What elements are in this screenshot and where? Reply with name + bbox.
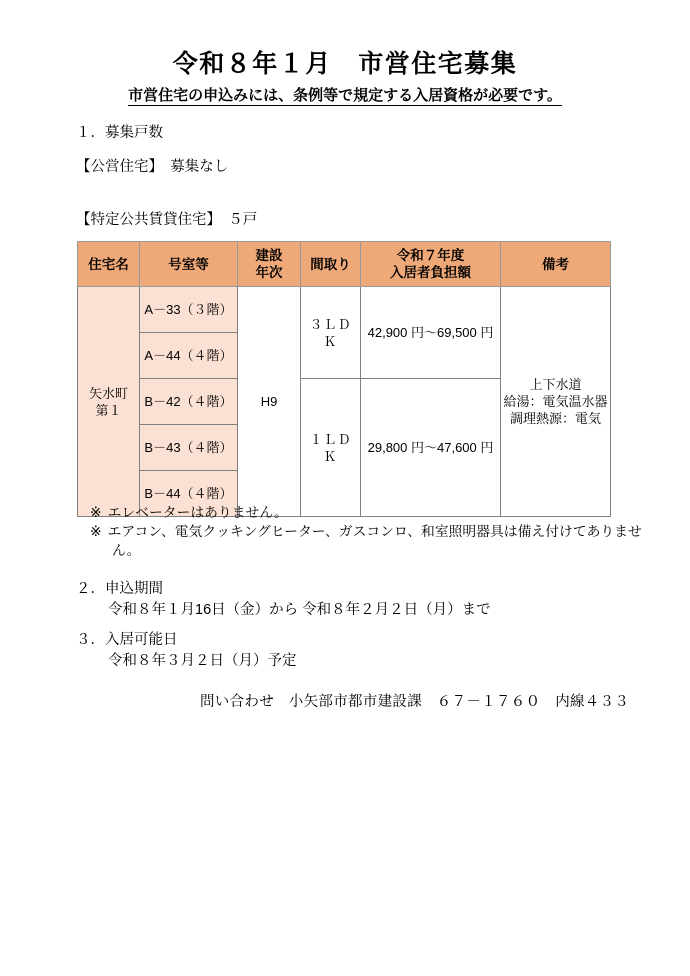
cell-layout: １ＬＤＫ xyxy=(301,379,361,517)
note-item xyxy=(90,503,650,522)
housing-name-line1: 矢水町 xyxy=(88,385,128,401)
cell-room: B－42（４階） xyxy=(140,379,238,425)
section-2-body: 令和８年１月16日（金）から 令和８年２月２日（月）まで xyxy=(108,602,491,618)
page-subtitle-text: 市営住宅の申込みには、条例等で規定する入居資格が必要です。 xyxy=(128,87,562,104)
public-housing-line: 【公営住宅】 募集なし xyxy=(76,159,229,175)
header-amount-line2: 入居者負担額 xyxy=(390,265,471,280)
cell-remark xyxy=(501,287,611,517)
note-mark-icon: ※ xyxy=(90,505,102,520)
header-built-year-line1: 建設 xyxy=(255,248,283,263)
note-text: エアコン、電気クッキングヒーター、ガスコンロ、和室照明器具は備え付けてありません。 xyxy=(107,524,642,558)
table-body xyxy=(78,287,611,517)
header-room-number: 号室等 xyxy=(140,242,238,287)
page-subtitle xyxy=(0,84,690,105)
cell-built-year: H9 xyxy=(238,287,301,517)
header-layout: 間取り xyxy=(301,242,361,287)
housing-table-wrapper xyxy=(77,241,610,517)
cell-layout: ３ＬＤＫ xyxy=(301,287,361,379)
note-item xyxy=(90,522,650,560)
note-mark-icon: ※ xyxy=(90,524,102,539)
cell-room: A－44（４階） xyxy=(140,333,238,379)
header-amount-line1: 令和７年度 xyxy=(396,248,465,263)
section-1-heading: １．募集戸数 xyxy=(76,125,163,141)
cell-amount: 29,800 円～47,600 円 xyxy=(361,379,501,517)
remark-line-2: 給湯：電気温水器 xyxy=(503,394,608,409)
housing-table xyxy=(77,241,611,517)
header-amount xyxy=(361,242,501,287)
notes-list xyxy=(90,503,650,560)
cell-amount: 42,900 円～69,500 円 xyxy=(361,287,501,379)
section-2-heading: ２．申込期間 xyxy=(76,581,163,597)
cell-room: B－44（４階） xyxy=(140,471,238,517)
table-row xyxy=(78,287,611,333)
table-header xyxy=(78,242,611,287)
cell-housing-name xyxy=(78,287,140,517)
header-remark: 備考 xyxy=(501,242,611,287)
cell-room: B－43（４階） xyxy=(140,425,238,471)
section-3-heading: ３．入居可能日 xyxy=(76,632,178,648)
specific-housing-line: 【特定公共賃貸住宅】 ５戸 xyxy=(76,212,258,228)
remark-line-1: 上下水道 xyxy=(529,377,582,392)
table-header-row xyxy=(78,242,611,287)
section-3-body: 令和８年３月２日（月）予定 xyxy=(108,653,297,669)
remark-line-3: 調理熱源：電気 xyxy=(509,411,601,426)
header-built-year-line2: 年次 xyxy=(255,265,283,280)
note-text: エレベーターはありません。 xyxy=(107,505,288,520)
contact-line: 問い合わせ 小矢部市都市建設課 ６７－１７６０ 内線４３３ xyxy=(200,694,630,710)
cell-room: A－33（３階） xyxy=(140,287,238,333)
page-title: 令和８年１月 市営住宅募集 xyxy=(172,50,518,78)
housing-name-line2: 第１ xyxy=(95,402,122,418)
header-housing-name: 住宅名 xyxy=(78,242,140,287)
header-built-year xyxy=(238,242,301,287)
